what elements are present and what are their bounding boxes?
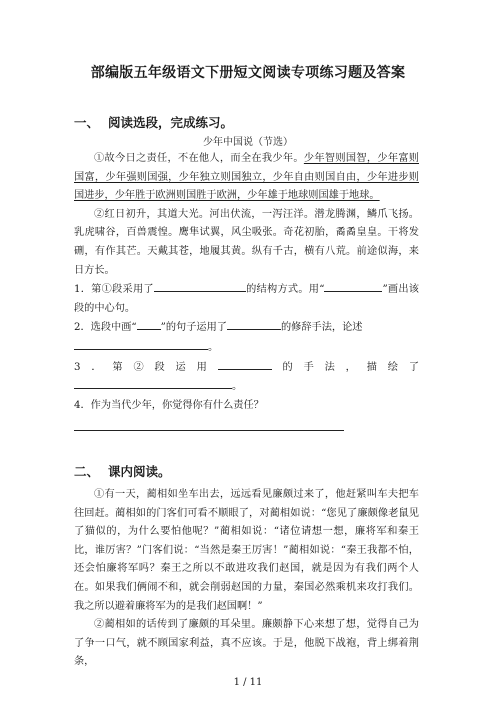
page-number: 1 / 11: [233, 677, 263, 688]
paragraph-2: ②红日初升，其道大光。河出伏流，一泻汪洋。潜龙腾渊，鳞爪飞扬。乳虎啸谷，百兽震惶。鹰隼试翼，风尘吸张。奇花初胎，矞矞皇皇。干将发硎，有作其芒。天戴其苍，地履其黄。纵有千古，横有八荒。前途似海，来日方长。: [74, 208, 419, 276]
question-2-text-b: ”的句子运用了: [160, 322, 227, 334]
section-1-heading: [74, 113, 233, 131]
answer-blank[interactable]: [74, 338, 208, 350]
answer-blank[interactable]: [324, 280, 382, 292]
question-3-text-b: 的手法，描绘了: [271, 361, 420, 373]
passage-title: 少年中国说（节选）: [203, 137, 293, 148]
question-2: [74, 318, 419, 338]
section-2-number: 二、: [74, 464, 100, 479]
question-4: 4．作为当代少年，你觉得你有什么责任？: [74, 399, 264, 411]
section-1-body: [74, 150, 419, 415]
reading-paragraph-2: ②蔺相如的话传到了廉颇的耳朵里。廉颇静下心来想了想，觉得自己为了争一口气，就不顾国家利益，真不应该。于是，他脱下战袍，背上绑着荆条，: [74, 619, 419, 668]
section-2-heading: [74, 462, 171, 480]
question-1-text-a: 1．第①段采用了: [74, 284, 154, 296]
answer-blank[interactable]: [74, 377, 232, 389]
answer-blank[interactable]: [154, 280, 246, 292]
question-2-end: 。: [208, 341, 219, 353]
question-2-text-c: 的修辞手法，论述: [280, 322, 363, 334]
section-1-title: 阅读选段，完成练习。: [108, 115, 234, 130]
section-2-body: [74, 486, 419, 672]
question-2-line: [74, 338, 419, 358]
document-title: 部编版五年级语文下册短文阅读专项练习题及答案: [90, 65, 406, 81]
section-1-number: 一、: [74, 115, 100, 130]
question-3-text-a: 3．第②段运用: [74, 361, 218, 373]
section-2-title: 课内阅读。: [108, 464, 171, 479]
answer-blank[interactable]: [218, 358, 272, 370]
question-2-text-a: 2．选段中画“: [74, 322, 137, 334]
paragraph-1: [74, 150, 419, 206]
question-1: [74, 280, 419, 318]
question-1-text-b: 的结构方式。用“: [245, 284, 325, 296]
question-3-end: 。: [232, 381, 243, 393]
question-1-text-c: ”画出该段的中心句。: [74, 284, 419, 314]
answer-blank[interactable]: [137, 318, 161, 330]
answer-blank[interactable]: [227, 318, 281, 330]
reading-paragraph-1: ①有一天，蔺相如坐车出去，远远看见廉颇过来了，他赶紧叫车夫把车往回赶。蔺相如的门客们可看不顺眼了，对蔺相如说：“您见了廉颇像老鼠见了猫似的，为什么要怕他呢？”蔺相如说：“诸位请想一想，廉将军和秦王比，谁厉害？”门客们说：“当然是秦王厉害！”蔺相如说：“秦王我都不怕，还会怕廉将军吗？秦王之所以不敢进攻我们赵国，就是因为有我们两个人在。如果我们俩闹不和，就会削弱赵国的力量，秦国必然乘机来攻打我们。我之所以避着廉将军为的是我们赵国啊！”: [74, 489, 419, 612]
question-3: [74, 358, 419, 397]
answer-line[interactable]: [74, 430, 344, 431]
paragraph-1-text: ①故今日之责任，不在他人，而全在我少年。: [94, 153, 304, 164]
paragraph-1-underlined: 少年智则国智，少年富则国富，少年强则国强，少年独立则国独立，少年自由则国自由，少年进步则国进步，少年胜于欧洲则国胜于欧洲，少年雄于地球则国雄于地球。: [74, 153, 419, 202]
